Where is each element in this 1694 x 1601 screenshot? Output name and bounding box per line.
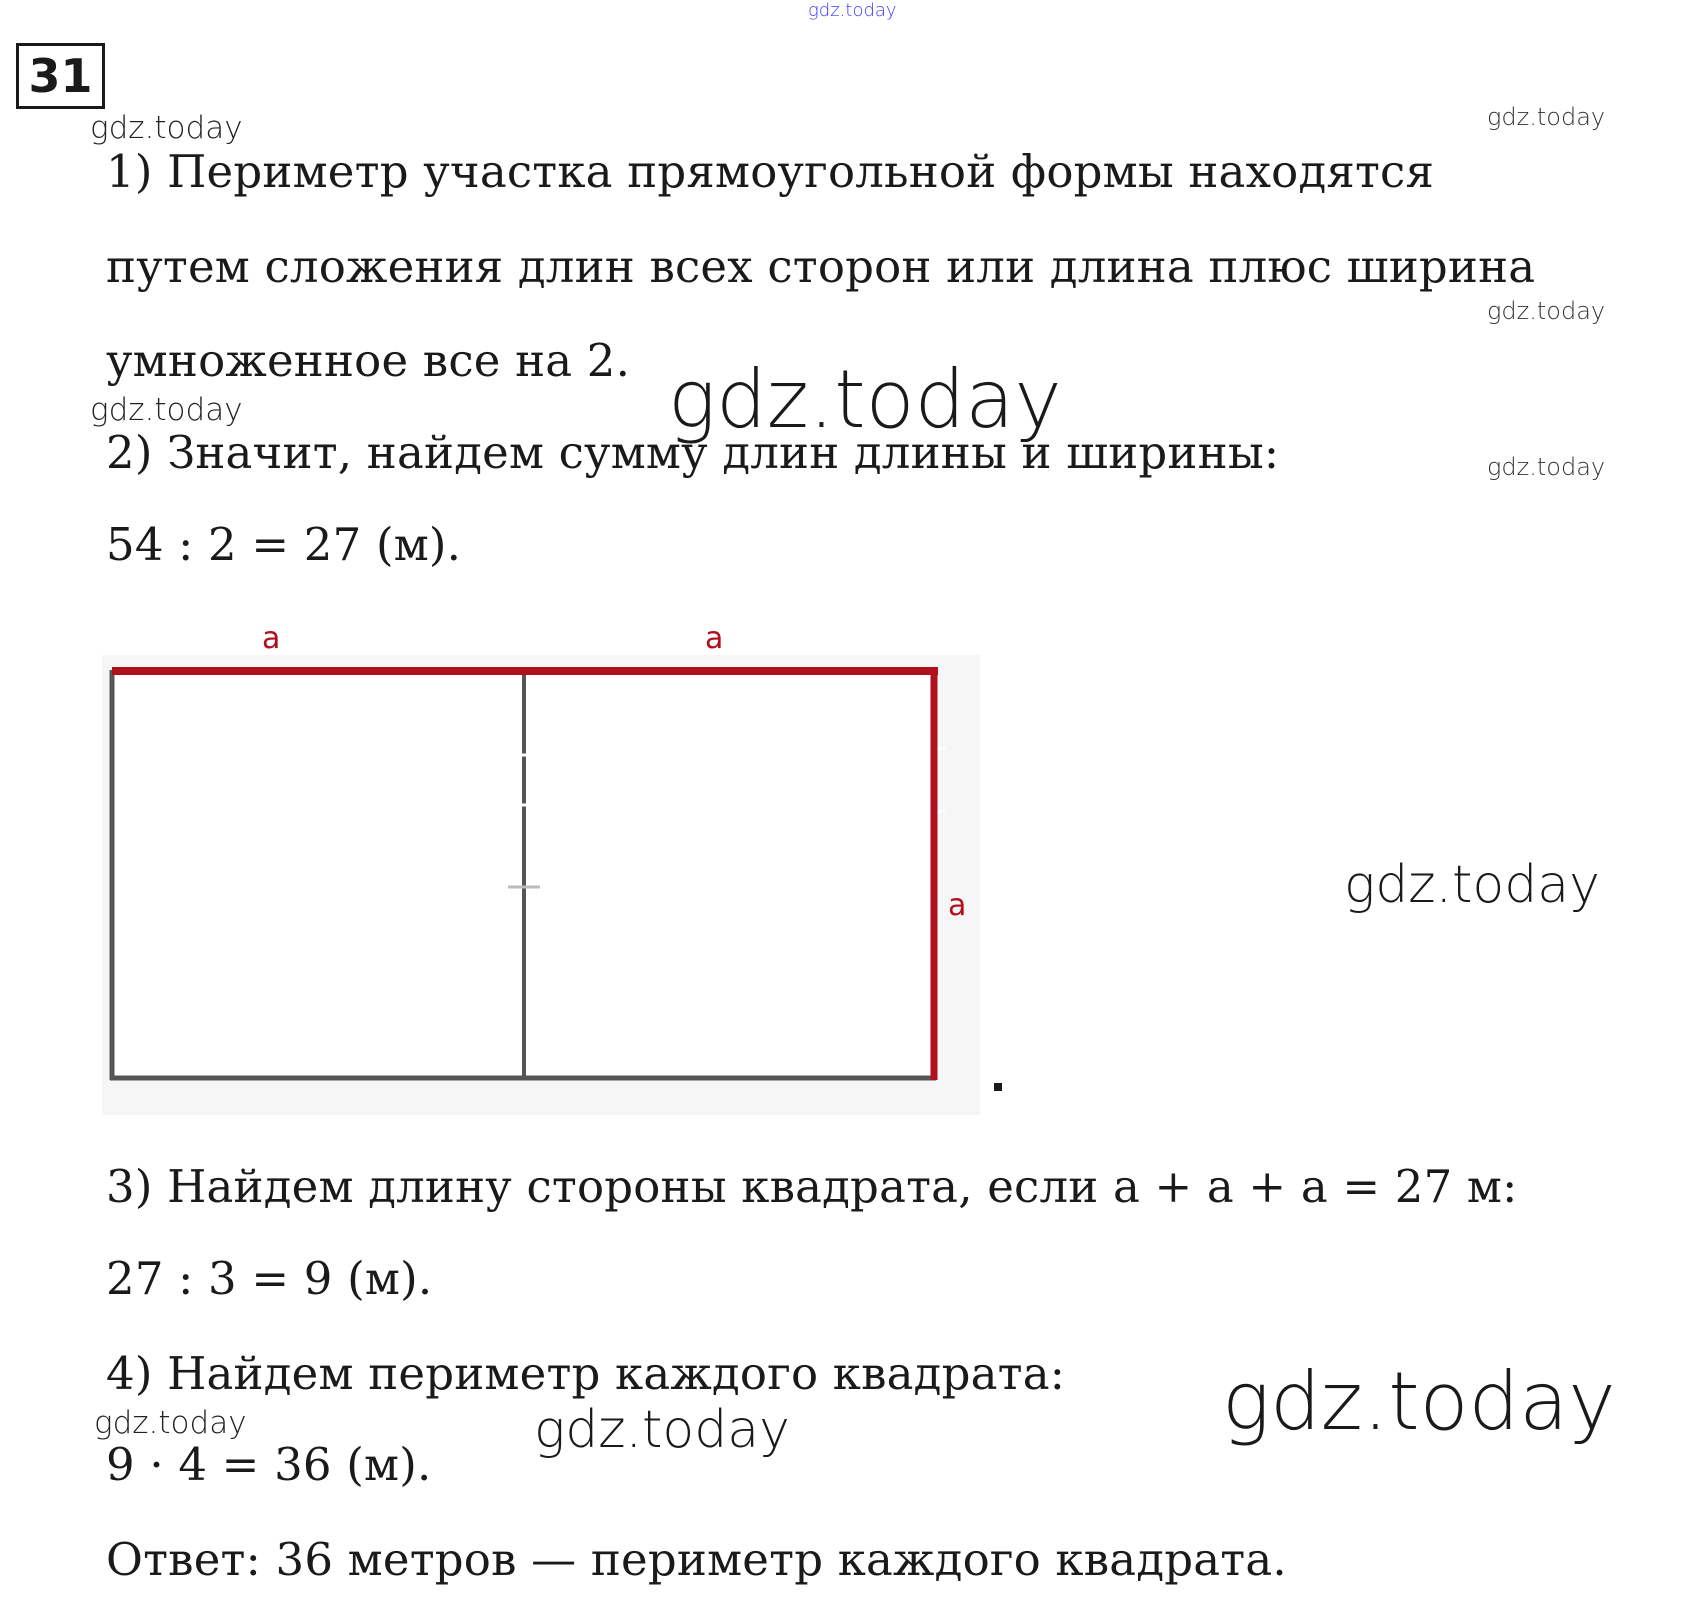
watermark: gdz.today <box>668 353 1062 446</box>
trailing-period <box>994 1083 1002 1091</box>
watermark: gdz.today <box>1344 855 1600 915</box>
square-right <box>524 670 936 1078</box>
watermark: gdz.today <box>1487 453 1606 481</box>
solution-line-9: 9 · 4 = 36 (м). <box>106 1438 432 1491</box>
solution-line-1: 1) Периметр участка прямоугольной формы находятся <box>106 145 1435 198</box>
watermark: gdz.today <box>94 1405 247 1441</box>
side-label-a: a <box>262 621 281 656</box>
solution-line-7: 27 : 3 = 9 (м). <box>106 1252 433 1305</box>
solution-line-6: 3) Найдем длину стороны квадрата, если a + a + a = 27 м: <box>106 1160 1518 1213</box>
watermark: gdz.today <box>1487 297 1606 325</box>
watermark: gdz.today <box>90 392 243 428</box>
solution-line-2: путем сложения длин всех сторон или длина плюс ширина <box>106 240 1536 293</box>
solution-line-4: 2) Значит, найдем сумму длин длины и ширины: <box>106 426 1280 479</box>
watermark: gdz.today <box>1487 103 1606 131</box>
solution-line-8: 4) Найдем периметр каждого квадрата: <box>106 1347 1066 1400</box>
square-left <box>112 670 524 1078</box>
solution-line-3: умноженное все на 2. <box>106 334 631 387</box>
watermark: gdz.today <box>1222 1355 1616 1448</box>
watermark: gdz.today <box>90 110 243 146</box>
side-label-a: a <box>948 888 967 923</box>
watermark-top: gdz.today <box>808 0 897 21</box>
solution-line-10: Ответ: 36 метров — периметр каждого квадрата. <box>106 1533 1287 1586</box>
watermark: gdz.today <box>534 1400 790 1460</box>
task-number: 31 <box>28 49 93 103</box>
solution-line-5: 54 : 2 = 27 (м). <box>106 518 462 571</box>
side-label-a: a <box>705 621 724 656</box>
